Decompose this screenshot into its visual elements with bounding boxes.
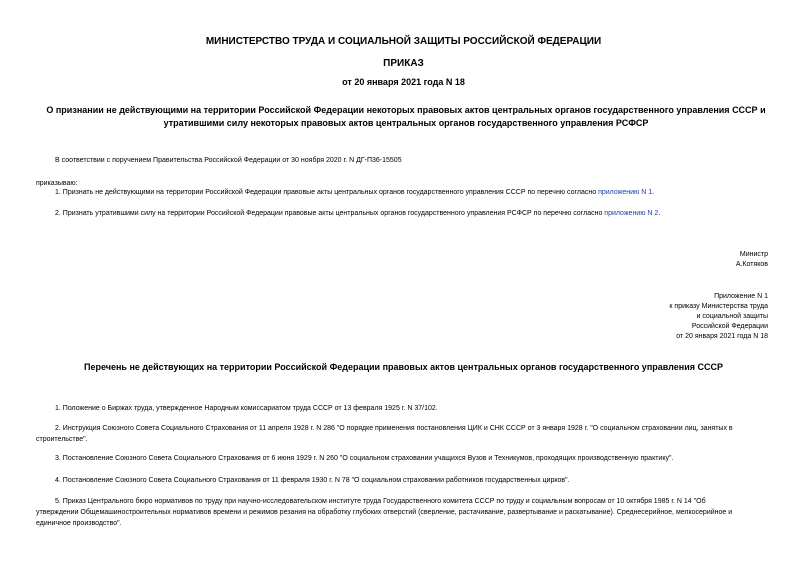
list-item-5-line-2: утверждении Общемашиностроительных нормативов времени и режимов резания на обработку глубоких отверстий (сверление, растачивание, развертывание и раскатывание). Среднесерийное, мелкосерийное и	[36, 509, 733, 516]
preamble-text: В соответствии с поручением Правительства Российской Федерации от 30 ноября 2020 г. N ДГ-П36-15505	[55, 157, 402, 164]
order-point-2-text: 2. Признать утратившими силу на территории Российской Федерации правовые акты центральных органов государственного управления РСФСР по перечню согласно	[55, 210, 605, 217]
appendix-line-2: и социальной защиты	[696, 313, 768, 320]
appendix-2-link[interactable]: приложению N 2	[604, 210, 659, 217]
order-word: приказываю:	[36, 180, 78, 187]
order-point-1	[55, 188, 654, 197]
list-item-5	[36, 496, 772, 529]
signature-name: А.Котяков	[735, 261, 768, 268]
appendix-header-block	[669, 292, 768, 342]
list-title: Перечень не действующих на территории Российской Федерации правовых актов центральных органов государственного управления СССР	[84, 362, 723, 372]
order-point-2	[55, 209, 660, 218]
ministry-heading: МИНИСТЕРСТВО ТРУДА И СОЦИАЛЬНОЙ ЗАЩИТЫ РОССИЙСКОЙ ФЕДЕРАЦИИ	[205, 36, 602, 47]
appendix-label: Приложение N 1	[714, 293, 768, 300]
document-subject: О признании не действующими на территории Российской Федерации некоторых правовых актов центральных органов государственного управления СССР и утратившими силу некоторых правовых актов центральных органов государственного управления РСФСР	[46, 105, 766, 128]
list-item-2-line-1: 2. Инструкция Союзного Совета Социального Страхования от 11 апреля 1928 г. N 286 "О порядке применения постановления ЦИК и СНК СССР от 3 января 1928 г. "О социальном страховании лиц, занятых в	[55, 425, 733, 432]
document-date-number: от 20 января 2021 года N 18	[342, 77, 465, 87]
list-item-2	[36, 423, 772, 445]
signature-position: Министр	[739, 251, 768, 258]
appendix-line-1: к приказу Министерства труда	[669, 303, 768, 310]
order-point-1-text: 1. Признать не действующими на территории Российской Федерации правовые акты центральных органов государственного управления СССР по перечню согласно	[55, 189, 599, 196]
document-type-heading: ПРИКАЗ	[383, 58, 424, 69]
list-item-4: 4. Постановление Союзного Совета Социального Страхования от 11 февраля 1930 г. N 78 "О социальном страховании работников государственных цирков".	[55, 477, 570, 484]
appendix-1-link[interactable]: приложению N 1	[598, 189, 653, 196]
list-item-2-line-2: строительстве".	[36, 436, 88, 443]
signature-block	[736, 250, 768, 270]
order-point-1-end: .	[652, 189, 655, 196]
appendix-line-3: Российской Федерации	[691, 323, 768, 330]
list-item-5-line-1: 5. Приказ Центрального бюро нормативов по труду при научно-исследовательском институте труда Государственного комитета СССР по труду и социальным вопросам от 10 октября 1985 г. N 14 "Об	[55, 498, 706, 505]
list-item-5-line-3: единичное производство".	[36, 520, 122, 527]
list-item-1: 1. Положение о Биржах труда, утвержденное Народным комиссариатом труда СССР от 13 февраля 1925 г. N 37/102.	[55, 405, 438, 412]
order-point-2-end: .	[658, 210, 661, 217]
list-item-3: 3. Постановление Союзного Совета Социального Страхования от 6 июня 1929 г. N 260 "О социальном страховании учащихся Вузов и Техникумов, проходящих производственную практику".	[55, 455, 674, 462]
appendix-line-4: от 20 января 2021 года N 18	[676, 333, 768, 340]
